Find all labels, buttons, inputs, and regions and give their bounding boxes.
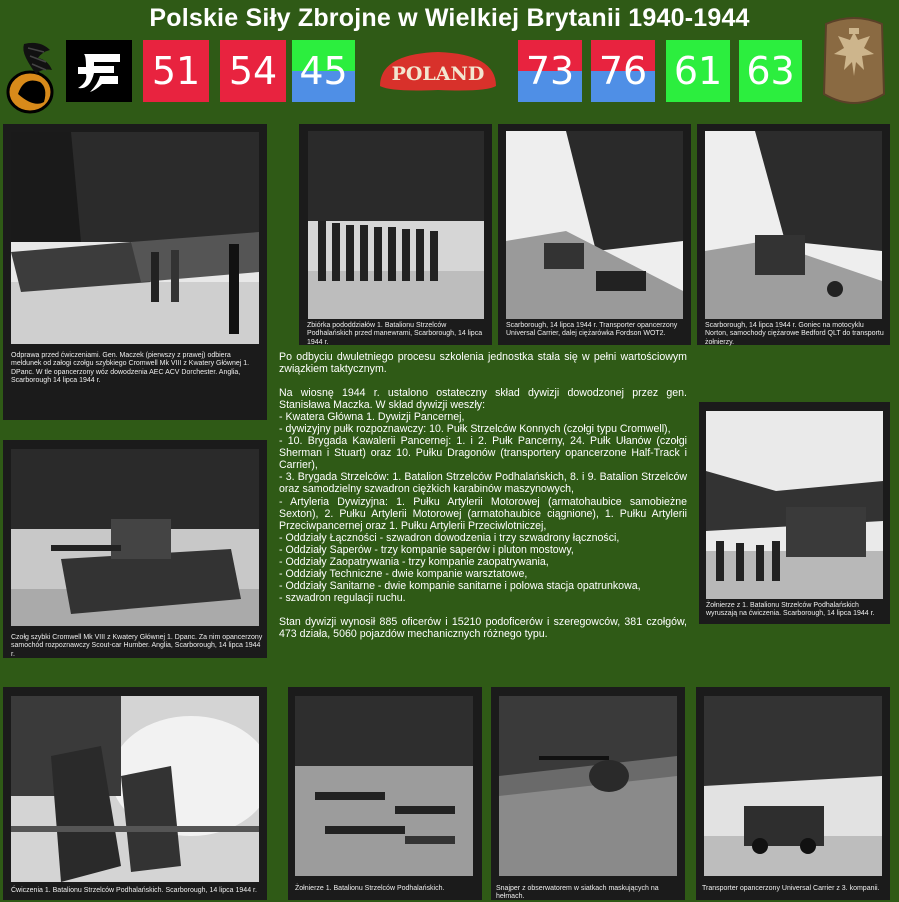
caption-soldiers: Żołnierze 1. Batalionu Strzelców Podhalańskich. xyxy=(295,885,445,892)
photo-card-motorcycle xyxy=(697,124,890,345)
photo-universal-carrier xyxy=(704,696,882,876)
polish-eagle-icon xyxy=(818,10,890,114)
photo-card-exercise xyxy=(3,687,267,900)
photo-exercise xyxy=(11,696,259,882)
list-item: - Oddziały Techniczne - dwie kompanie warsztatowe, xyxy=(279,567,528,580)
badge-45: 45 xyxy=(292,40,355,102)
intro-paragraph: Po odbyciu dwuletniego procesu szkolenia jednostka stała się w pełni wartościowym związkiem taktycznym. xyxy=(279,351,687,376)
list-item: - Artyleria Dywizyjna: 1. Pułku Artylerii Motorowej (armatohaubice samobieżne Sexton), 2. Pułku Artylerii Motorowej (armatohaubice ciągnione), 1. Pułku Artylerii Przeciwpancernej oraz 1. Pułku Artylerii Przeciwlotniczej, xyxy=(279,495,687,532)
photo-card-briefing xyxy=(3,124,267,420)
badge-73: 73 xyxy=(518,40,582,102)
list-item: - Oddziały Sanitarne - dwie kompanie sanitarne i polowa stacja opatrunkowa, xyxy=(279,579,641,592)
photo-soldiers xyxy=(295,696,473,876)
division-symbol-icon xyxy=(66,40,132,102)
winged-helmet-icon xyxy=(4,36,60,116)
photo-cromwell xyxy=(11,449,259,626)
photo-briefing xyxy=(11,132,259,344)
photo-card-march xyxy=(699,402,890,624)
caption-carrier: Scarborough, 14 lipca 1944 r. Transporter opancerzony Universal Carrier, dalej ciężarówka Fordson WOT2. xyxy=(506,322,678,338)
badge-54: 54 xyxy=(220,40,286,102)
photo-motorcycle xyxy=(705,131,882,319)
lead-paragraph: Na wiosnę 1944 r. ustalono ostateczny skład dywizji dowodzonej przez gen. Stanisława Maczka. W skład dywizji weszły: xyxy=(279,387,687,412)
poland-tab-text: POLAND xyxy=(391,63,485,85)
photo-march xyxy=(706,411,883,599)
outro-paragraph: Stan dywizji wynosił 885 oficerów i 15210 podoficerów i szeregowców, 381 czołgów, 473 działa, 5060 pojazdów mechanicznych różnego typu. xyxy=(279,615,687,640)
caption-cromwell: Czołg szybki Cromwell Mk VIII z Kwatery Głównej 1. Dpanc. Za nim opancerzony samochód rozpoznawczy Scout-car Humber. Anglia, Scarborough, 14 lipca 1944 r. xyxy=(11,634,263,658)
caption-motorcycle: Scarborough, 14 lipca 1944 r. Goniec na motocyklu Norton, samochody ciężarowe Bedford QLT do transportu żołnierzy. xyxy=(705,322,884,346)
photo-card-carrier xyxy=(498,124,691,345)
badge-51: 51 xyxy=(143,40,209,102)
list-item: - Oddziały Zaopatrywania - trzy kompanie zaopatrywania, xyxy=(279,555,549,568)
badge-61: 61 xyxy=(666,40,730,102)
caption-briefing: Odprawa przed ćwiczeniami. Gen. Maczek (pierwszy z prawej) odbiera meldunek od załogi czołgu szybkiego Cromwell Mk VIII z Kwatery Głównej 1. DPanc. W tle opancerzony wóz dowodzenia AEC ACV Dorchester. Anglia, Scarborough 14 lipca 1944 r. xyxy=(11,352,250,385)
photo-card-assembly xyxy=(299,124,492,345)
photo-card-sniper xyxy=(491,687,685,900)
list-item: - Kwatera Główna 1. Dywizji Pancernej, xyxy=(279,411,465,424)
division-composition-text xyxy=(279,351,687,640)
list-item: - 3. Brygada Strzelców: 1. Batalion Strzelców Podhalańskich, 8. i 9. Batalion Strzelców oraz samodzielny szwadron ciężkich karabinów maszynowych, xyxy=(279,471,687,496)
list-item: - szwadron regulacji ruchu. xyxy=(279,591,406,604)
caption-universal-carrier: Transporter opancerzony Universal Carrier z 3. kompanii. xyxy=(702,885,880,892)
photo-assembly xyxy=(308,131,484,319)
caption-exercise: Ćwiczenia 1. Batalionu Strzelców Podhalańskich. Scarborough, 14 lipca 1944 r. xyxy=(11,887,257,894)
list-item: - Oddziały Saperów - trzy kompanie saperów i pluton mostowy, xyxy=(279,543,574,556)
list-item: - dywizyjny pułk rozpoznawczy: 10. Pułk Strzelców Konnych (czołgi typu Cromwell), xyxy=(279,423,671,436)
page-title: Polskie Siły Zbrojne w Wielkiej Brytanii 1940-1944 xyxy=(149,4,750,32)
badge-76: 76 xyxy=(591,40,655,102)
caption-sniper: Snajper z obserwatorem w siatkach maskujących na hełmach. xyxy=(496,885,659,901)
caption-march: Żołnierze z 1. Batalionu Strzelców Podhalańskich wyruszają na ćwiczenia. Scarborough, 14 lipca 1944 r. xyxy=(706,602,875,618)
badge-63: 63 xyxy=(739,40,802,102)
list-item: - 10. Brygada Kawalerii Pancernej: 1. i 2. Pułk Pancerny, 24. Pułk Ułanów (czołgi Sherman i Stuart) oraz 10. Pułku Dragonów (transportery opancerzone Half-Track i Carrier), xyxy=(279,435,687,472)
photo-card-universal-carrier xyxy=(696,687,890,900)
photo-card-cromwell xyxy=(3,440,267,658)
list-item: - Oddziały Łączności - szwadron dowodzenia i trzy szwadrony łączności, xyxy=(279,531,620,544)
poland-shoulder-tab xyxy=(376,46,500,98)
photo-sniper xyxy=(499,696,677,876)
photo-card-soldiers xyxy=(288,687,482,900)
caption-assembly: Zbiórka pododdziałów 1. Batalionu Strzelców Podhalańskich przed manewrami, Scarborough, 14 lipca 1944 r. xyxy=(307,322,483,346)
photo-carrier xyxy=(506,131,683,319)
